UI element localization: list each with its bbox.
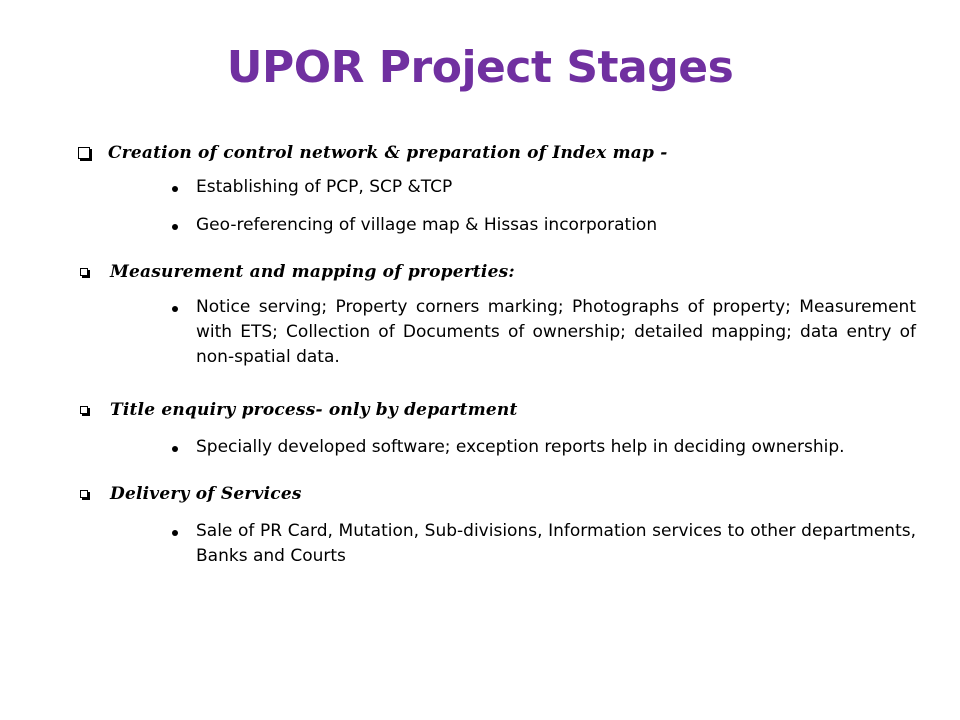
checkbox-bullet-icon xyxy=(80,406,88,414)
bullet-item xyxy=(172,435,916,460)
section-heading-text: Creation of control network & preparation of Index map - xyxy=(108,143,668,163)
bullet-text: Geo-referencing of village map & Hissas incorporation xyxy=(196,215,658,235)
bullet-dot-icon xyxy=(172,186,178,192)
bullet-dot-icon xyxy=(172,224,178,230)
checkbox-bullet-icon xyxy=(80,490,88,498)
checkbox-bullet-icon xyxy=(78,147,90,159)
section-heading xyxy=(78,484,938,504)
slide-title: UPOR Project Stages xyxy=(226,42,734,93)
bullet-item xyxy=(172,175,916,200)
bullet-list xyxy=(78,175,938,238)
bullet-text: Notice serving; Property corners marking; Photographs of property; Measurement with ETS; Collection of Documents of ownership; detailed mapping; data entry of non-spatial data. xyxy=(196,297,916,367)
section-measurement-mapping xyxy=(78,262,938,383)
section-control-network xyxy=(78,143,938,251)
bullet-list xyxy=(78,435,938,460)
section-heading-text: Measurement and mapping of properties: xyxy=(110,262,515,282)
bullet-item xyxy=(172,519,916,569)
bullet-dot-icon xyxy=(172,446,178,452)
bullet-item xyxy=(172,213,916,238)
section-heading xyxy=(78,262,938,282)
section-title-enquiry xyxy=(78,400,938,473)
section-heading xyxy=(78,400,938,420)
section-heading-text: Delivery of Services xyxy=(110,484,302,504)
bullet-text: Specially developed software; exception reports help in deciding ownership. xyxy=(196,437,845,457)
bullet-list xyxy=(78,519,938,569)
bullet-dot-icon xyxy=(172,306,178,312)
bullet-list xyxy=(78,295,938,370)
section-delivery-services xyxy=(78,484,938,582)
bullet-item xyxy=(172,295,916,370)
section-heading-text: Title enquiry process- only by department xyxy=(110,400,518,420)
bullet-dot-icon xyxy=(172,530,178,536)
checkbox-bullet-icon xyxy=(80,268,88,276)
section-heading xyxy=(78,143,938,163)
bullet-text: Establishing of PCP, SCP &TCP xyxy=(196,177,453,197)
bullet-text: Sale of PR Card, Mutation, Sub-divisions, Information services to other departments, Banks and Courts xyxy=(196,521,916,566)
